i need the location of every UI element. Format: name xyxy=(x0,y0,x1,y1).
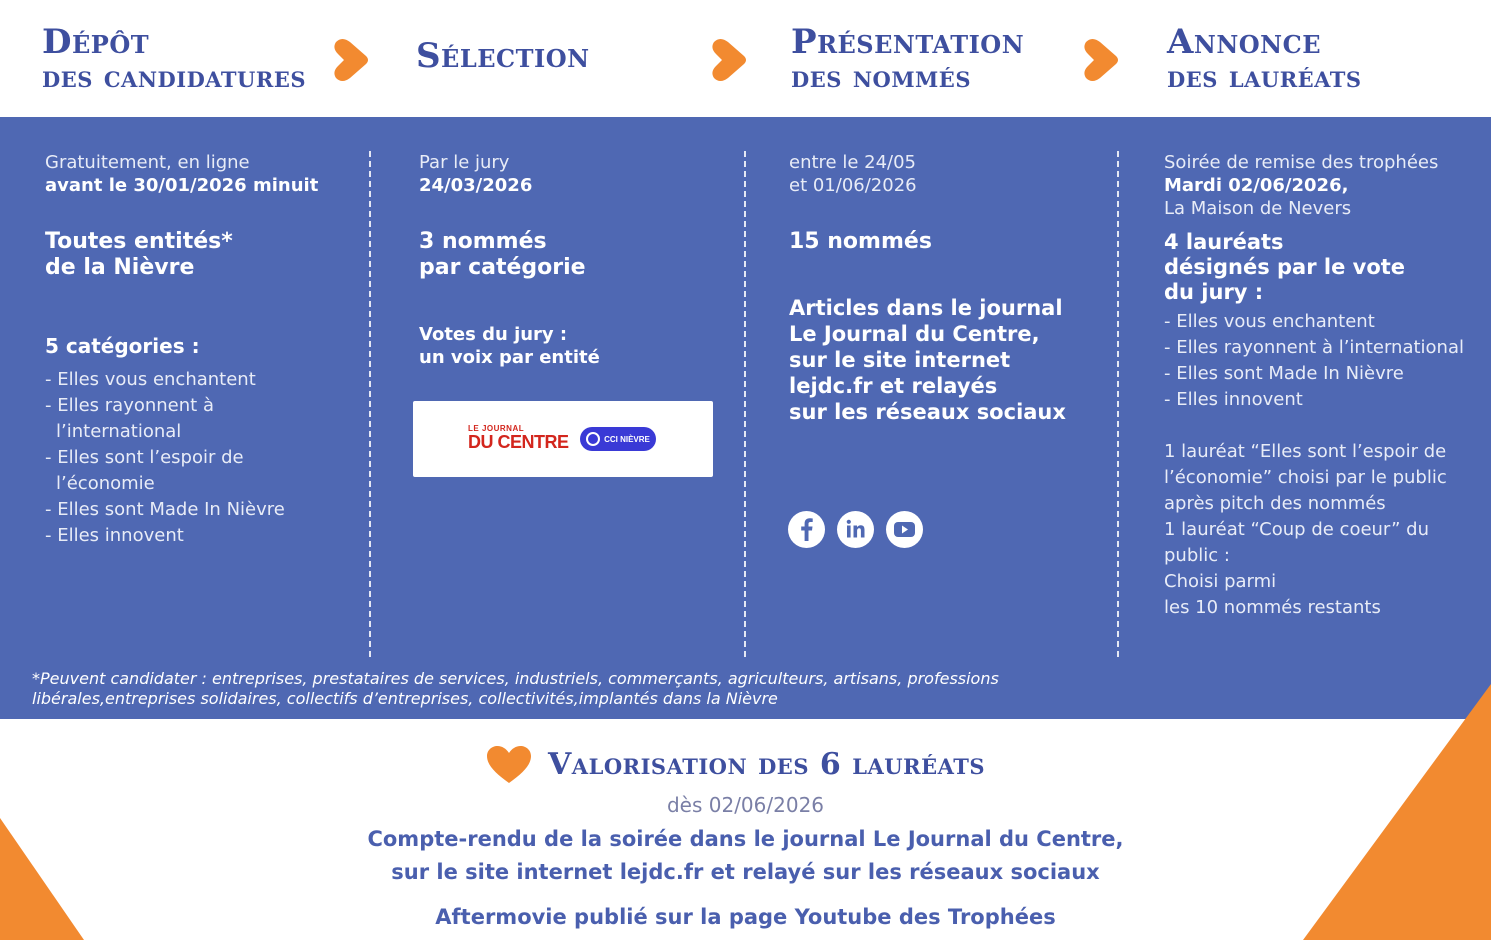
presentation-dates-line2: et 01/06/2026 xyxy=(789,175,917,196)
articles-line: Le Journal du Centre, xyxy=(789,322,1040,346)
list-item: - Elles vous enchantent xyxy=(1164,311,1375,332)
list-item: Choisi parmi xyxy=(1164,571,1277,592)
categories-title: 5 catégories : xyxy=(45,334,200,358)
list-item: - Elles innovent xyxy=(45,525,184,546)
valorisation-title: Valorisation des 6 lauréats xyxy=(548,747,986,782)
articles-line: Articles dans le journal xyxy=(789,296,1063,320)
step-selection-title: Sélection xyxy=(416,36,590,76)
annonce-date: Mardi 02/06/2026, xyxy=(1164,175,1349,196)
articles-line: sur les réseaux sociaux xyxy=(789,400,1066,424)
list-item: public : xyxy=(1164,545,1230,566)
presentation-nominees: 15 nommés xyxy=(789,229,932,254)
list-item: - Elles innovent xyxy=(1164,389,1303,410)
cci-nievre-logo: CCI NIÈVRE xyxy=(580,427,656,451)
depot-entities-line2: de la Nièvre xyxy=(45,255,195,280)
articles-line: sur le site internet xyxy=(789,348,1011,372)
depot-intro: Gratuitement, en ligne xyxy=(45,152,250,173)
valorisation-report: Compte-rendu de la soirée dans le journal Le Journal du Centre, sur le site internet lejdc.fr et relayé sur les réseaux sociaux xyxy=(367,827,1124,884)
list-item: - Elles sont Made In Nièvre xyxy=(1164,363,1404,384)
valorisation-date: dès 02/06/2026 xyxy=(666,793,825,817)
laureates-line2: désignés par le vote xyxy=(1164,255,1406,279)
list-item: l’économie” choisi par le public xyxy=(1164,467,1447,488)
annonce-intro: Soirée de remise des trophées xyxy=(1164,152,1439,173)
selection-nominees-line2: par catégorie xyxy=(419,255,586,280)
articles-line: lejdc.fr et relayés xyxy=(789,374,998,398)
votes-line1: Votes du jury : xyxy=(419,324,568,345)
list-item: - Elles sont Made In Nièvre xyxy=(45,499,285,520)
laureates-line1: 4 lauréats xyxy=(1164,230,1284,254)
list-item: 1 lauréat “Coup de coeur” du xyxy=(1164,519,1429,540)
selection-intro: Par le jury xyxy=(419,152,510,173)
votes-line2: un voix par entité xyxy=(419,347,600,368)
list-item: après pitch des nommés xyxy=(1164,493,1386,514)
journal-du-centre-logo: LE JOURNAL DU CENTRE xyxy=(468,424,569,452)
step-annonce-title: Annonce des lauréats xyxy=(1167,22,1362,95)
heart-icon xyxy=(485,745,533,785)
list-item: - Elles rayonnent à l’international xyxy=(1164,337,1464,358)
annonce-place: La Maison de Nevers xyxy=(1164,198,1352,219)
list-item: les 10 nommés restants xyxy=(1164,597,1381,618)
depot-deadline: avant le 30/01/2026 minuit xyxy=(45,175,319,196)
aftermovie-text: Aftermovie publié sur la page Youtube des Trophées xyxy=(435,905,1056,929)
selection-date: 24/03/2026 xyxy=(419,175,533,196)
list-item: - Elles sont l’espoir de xyxy=(45,447,244,468)
step-presentation-title: Présentation des nommés xyxy=(791,22,1025,95)
list-item: l’international xyxy=(56,421,182,442)
list-item: 1 lauréat “Elles sont l’espoir de xyxy=(1164,441,1447,462)
eligibility-footnote: *Peuvent candidater : entreprises, prestataires de services, industriels, commerçants, agriculteurs, artisans, professions libérales,entreprises solidaires, collectifs d’entreprises, collectivités,implantés dans la Nièvre xyxy=(32,669,999,708)
presentation-dates-line1: entre le 24/05 xyxy=(789,152,917,173)
depot-entities-line1: Toutes entités* xyxy=(45,229,233,254)
list-item: l’économie xyxy=(56,473,155,494)
selection-nominees-line1: 3 nommés xyxy=(419,229,547,254)
valorisation-section xyxy=(0,719,1491,940)
list-item: - Elles rayonnent à xyxy=(45,395,214,416)
step-depot-title: Dépôt des candidatures xyxy=(42,22,306,95)
laureates-line3: du jury : xyxy=(1164,280,1264,304)
list-item: - Elles vous enchantent xyxy=(45,369,256,390)
